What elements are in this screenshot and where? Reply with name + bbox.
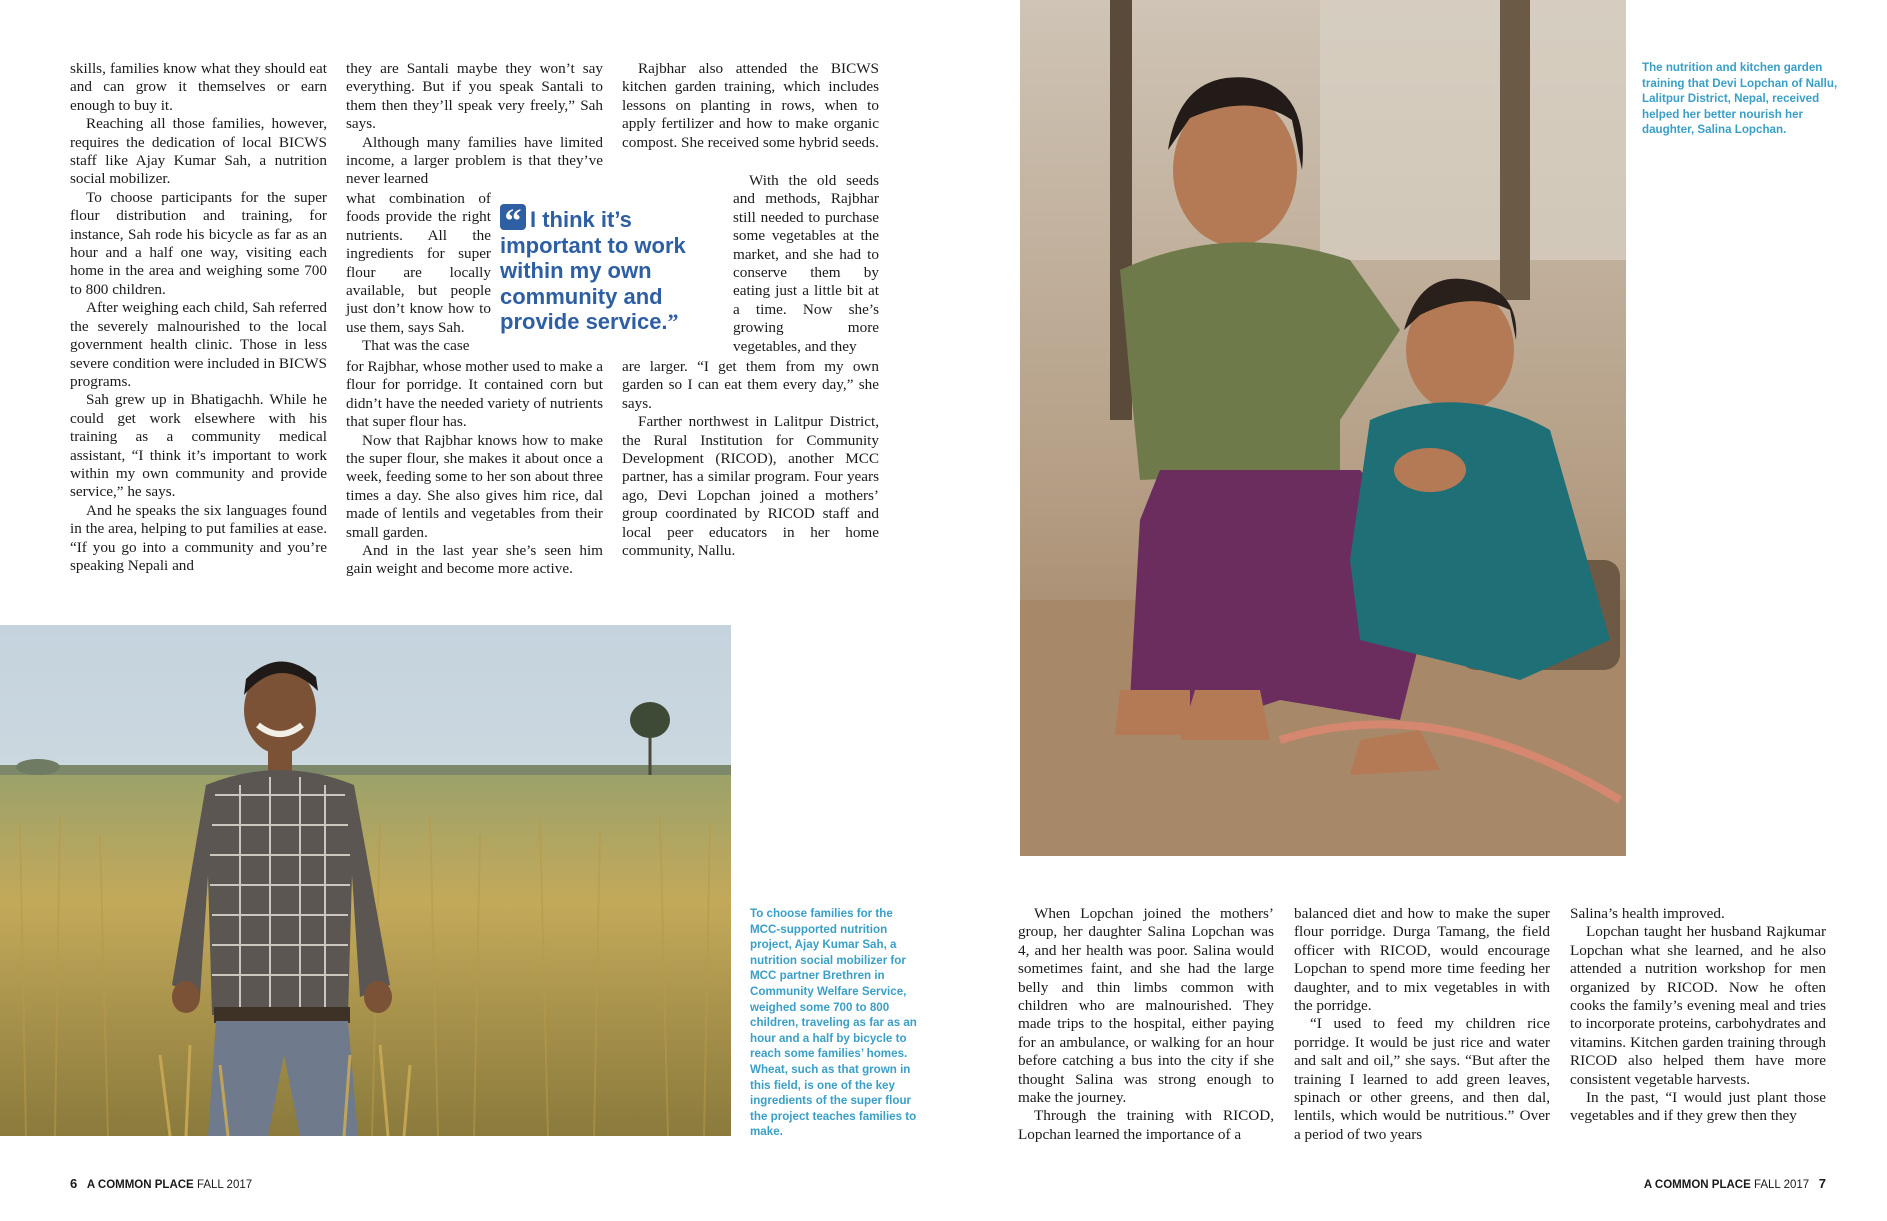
paragraph: When Lopchan joined the mothers’ group, her daughter Salina Lopchan was 4, and her health was poor. Salina would sometimes faint, and she had the large belly and thin limbs common with children who are malnourished. They made trips to the hospital, either paying for an ambulance, or walking for an hour before catching a bus into the city if she thought Salina was strong enough to make the journey.	[1018, 905, 1274, 1107]
issue-label: FALL 2017	[196, 1179, 253, 1191]
issue-label: FALL 2017	[1753, 1179, 1810, 1191]
paragraph: Reaching all those families, however, requires the dedication of local BICWS staff like Ajay Kumar Sah, a nutrition social mobilizer.	[70, 115, 327, 188]
paragraph: With the old seeds and methods, Rajbhar still needed to purchase some vegetables at the market, and she had to conserve them by eating just a little bit at a time. Now she’s growing more vegetables, and they	[733, 172, 879, 355]
folio-left	[70, 1176, 252, 1191]
paragraph: Through the training with RICOD, Lopchan learned the importance of a	[1018, 1107, 1274, 1143]
paragraph: for Rajbhar, whose mother used to make a flour for porridge. It contained corn but didn’t have the needed variety of nutrients that super flour has.	[346, 358, 603, 431]
left-column-3-bottom	[622, 358, 879, 560]
page-number: 6	[70, 1176, 78, 1191]
paragraph: In the past, “I would just plant those vegetables and if they grew then they	[1570, 1089, 1826, 1125]
magazine-name: A COMMON PLACE	[86, 1179, 194, 1191]
paragraph: Although many families have limited income, a larger problem is that they’ve never learned	[346, 133, 603, 188]
right-column-2	[1294, 905, 1550, 1144]
paragraph: And in the last year she’s seen him gain weight and become more active.	[346, 542, 603, 578]
left-column-2-top	[346, 60, 603, 189]
left-column-3-narrow	[733, 172, 879, 356]
paragraph: they are Santali maybe they won’t say everything. But if you speak Santali to them then they’ll speak very freely,” Sah says.	[346, 60, 603, 133]
paragraph: skills, families know what they should eat and can grow it themselves or earn enough to buy it.	[70, 60, 327, 114]
paragraph: To choose participants for the super flour distribution and training, for instance, Sah rode his bicycle as far as an hour and a half one way, visiting each home in the area and weighing some 700 to 800 children.	[70, 188, 327, 298]
left-column-2-narrow	[346, 190, 491, 356]
right-column-1	[1018, 905, 1274, 1144]
pull-quote	[500, 204, 718, 335]
paragraph: “I used to feed my children rice porridge. It would be just rice and water and salt and oil,” she says. “But after the training I learned to add green leaves, spinach or other greens, and then dal, lentils, which would be nutritious.” Over a period of two years	[1294, 1015, 1550, 1143]
paragraph: balanced diet and how to make the super flour porridge. Durga Tamang, the field officer with RICOD, would encourage Lopchan to spend more time feeding her daughter, and to mix vegetables in with the porridge.	[1294, 905, 1550, 1015]
paragraph: Now that Rajbhar knows how to make the super flour, she makes it about once a week, feeding some to her son about three times a day. She also gives him rice, dal made of lentils and vegetables from their small garden.	[346, 431, 603, 541]
paragraph: Lopchan taught her husband Rajkumar Lopchan what she learned, and he also attended a nutrition workshop for men organized by RICOD. Now he often cooks the family’s evening meal and tries to incorporate proteins, carbohydrates and vitamins. Kitchen garden training through RICOD also helped them have more consistent vegetable harvests.	[1570, 923, 1826, 1088]
paragraph: what combination of foods provide the right nutrients. All the ingredients for super flour are locally available, but people just don’t know how to use them, says Sah.	[346, 190, 491, 336]
pull-quote-text: I think it’s important to work within my own community and provide service.	[500, 207, 686, 334]
page-number: 7	[1818, 1176, 1826, 1191]
left-column-2-bottom	[346, 358, 603, 579]
wheat-field-illustration	[0, 625, 731, 1136]
paragraph: Farther northwest in Lalitpur District, the Rural Institution for Community Development (RICOD), another MCC partner, has a similar program. Four years ago, Devi Lopchan joined a mothers’ group coordinated by RICOD staff and local peer educators in her home community, Nallu.	[622, 413, 879, 560]
folio-right	[1640, 1176, 1826, 1191]
left-column-1	[70, 60, 327, 575]
paragraph: And he speaks the six languages found in the area, helping to put families at ease. “If you go into a community and you’re speaking Nepali and	[70, 501, 327, 574]
paragraph: Sah grew up in Bhatigachh. While he could get work elsewhere with his training as a community medical assistant, “I think it’s important to work within my own community and provide service,” he says.	[70, 391, 327, 501]
photo-caption-right: The nutrition and kitchen garden training that Devi Lopchan of Nallu, Lalitpur District, Nepal, received helped her better nourish her daughter, Salina Lopchan.	[1642, 61, 1838, 137]
paragraph: After weighing each child, Sah referred the severely malnourished to the local government health clinic. Those in less severe condition were included in BICWS programs.	[70, 299, 327, 390]
photo-caption-left: To choose families for the MCC-supported nutrition project, Ajay Kumar Sah, a nutrition social mobilizer for MCC partner Brethren in Community Welfare Service, weighed some 700 to 800 children, traveling as far as an hour and a half by bicycle to reach some families’ homes. Wheat, such as that grown in this field, is one of the key ingredients of the super flour the project teaches families to make.	[750, 907, 917, 1139]
magazine-name: A COMMON PLACE	[1643, 1179, 1751, 1191]
paragraph: Rajbhar also attended the BICWS kitchen garden training, which includes lessons on planting in rows, when to apply fertilizer and how to make organic compost. She received some hybrid seeds.	[622, 60, 879, 151]
mother-daughter-illustration	[1020, 0, 1626, 856]
paragraph: are larger. “I get them from my own garden so I can eat them every day,” she says.	[622, 358, 879, 412]
photo-ajay-kumar-sah-wheat-field	[0, 625, 731, 1136]
paragraph: Salina’s health improved.	[1570, 905, 1725, 922]
photo-devi-and-salina-lopchan	[1020, 0, 1626, 856]
right-column-3	[1570, 905, 1826, 1126]
quote-mark-icon: “	[500, 204, 526, 230]
left-column-3-top	[622, 60, 879, 152]
paragraph: That was the case	[362, 337, 470, 355]
quote-close-mark: ”	[667, 309, 679, 334]
